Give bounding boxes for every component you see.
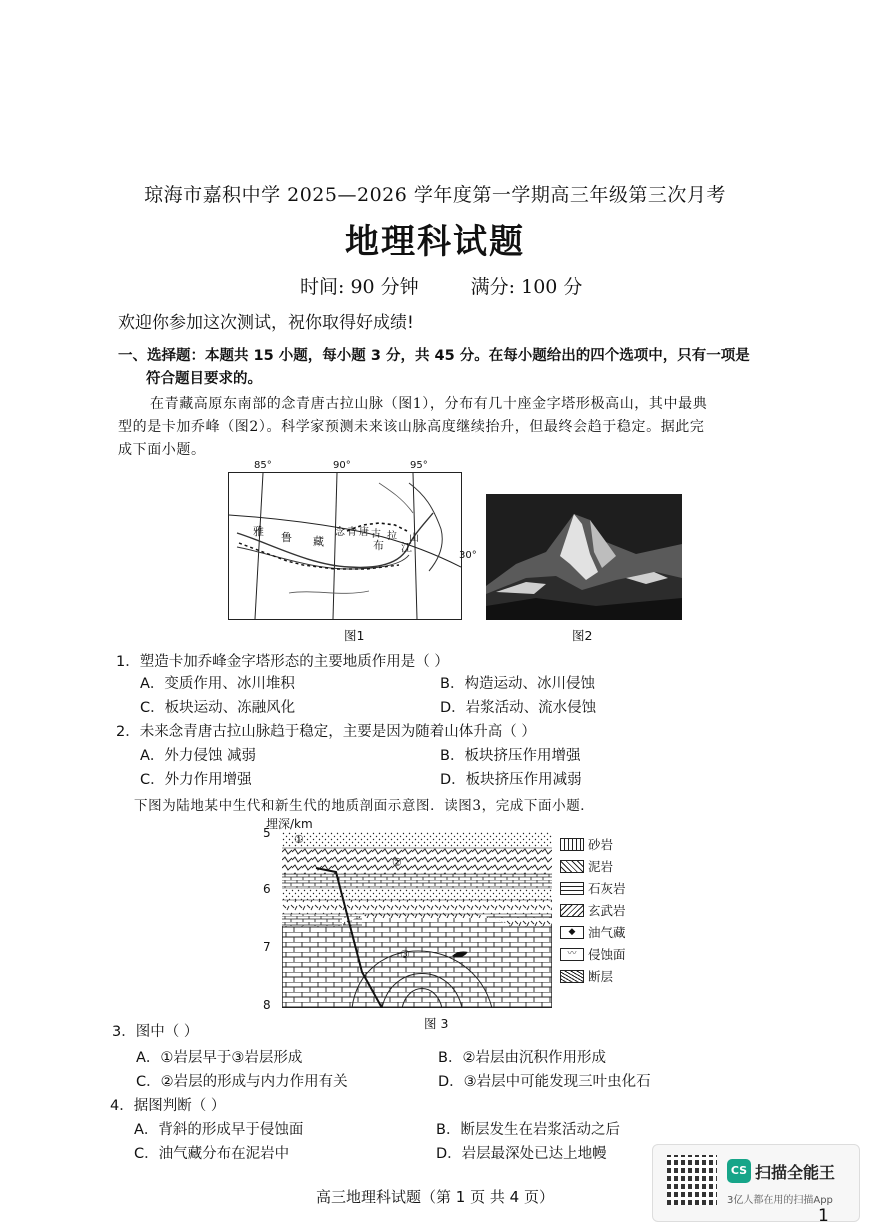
passage1-line3: 成下面小题。 [118,442,206,458]
lon-label-90: 90° [333,460,351,471]
legend-item-basalt [560,900,650,922]
meridian-85 [255,473,263,619]
range-char-3: 唐 [359,527,369,538]
q3-option-a[interactable]: A．①岩层早于③岩层形成 [136,1050,303,1066]
layer-mark-3: ③ [400,948,410,961]
range-char-6: 山 [409,533,419,544]
meridian-90 [333,473,337,619]
layer-mark-1: ① [294,833,304,846]
passage1-line2: 型的是卡加乔峰（图2）。科学家预测未来该山脉高度继续抬升，但最终会趋于稳定。据此完 [118,419,705,435]
q2-option-d[interactable]: D．板块挤压作用减弱 [440,772,582,788]
legend-label-erosion-surface: 侵蚀面 [588,947,626,962]
fig3-y-tick-6: 6 [263,882,271,896]
meridian-95 [413,473,417,619]
river-char-4: 布 [373,539,384,552]
layer-mark-2: ② [392,856,402,869]
q4-option-c[interactable]: C．油气藏分布在泥岩中 [134,1146,290,1162]
q4-stem: 4．据图判断（ ） [110,1098,226,1114]
mudstone-swatch-icon [560,860,584,873]
legend-label-sandstone: 砂岩 [588,837,614,852]
legend-label-limestone: 石灰岩 [588,881,626,896]
passage1-line1: 在青藏高原东南部的念青唐古拉山脉（图1），分布有几十座金字塔形极高山，其中最典 [150,396,708,412]
limestone-swatch-icon [560,882,584,895]
figure3-legend [560,834,650,988]
legend-item-sandstone [560,834,650,856]
legend-item-limestone [560,878,650,900]
time-label: 时间: 90 分钟 [300,276,419,298]
q4-option-a[interactable]: A．背斜的形成早于侵蚀面 [134,1122,304,1138]
legend-label-oil-gas: 油气藏 [588,925,626,940]
basalt-swatch-icon [560,904,584,917]
lon-label-95: 95° [410,460,428,471]
river-char-2: 鲁 [281,531,292,544]
page-footer: 高三地理科试题（第 1 页 共 4 页） [316,1188,554,1206]
time-score-line [300,272,582,299]
legend-item-mudstone [560,856,650,878]
river-char-1: 雅 [253,525,264,538]
section-instruction-line1: 一、选择题：本题共 15 小题，每小题 3 分，共 45 分。在每小题给出的四个选项中，只有一项是 [118,348,750,364]
river-char-5: 江 [401,541,412,554]
legend-label-mudstone: 泥岩 [588,859,614,874]
river-char-3: 藏 [313,535,324,548]
legend-item-erosion-surface [560,944,650,966]
lat-label-30: 30° [459,550,477,561]
camscanner-logo-icon: CS [727,1159,751,1183]
q4-option-b[interactable]: B．断层发生在岩浆活动之后 [436,1122,620,1138]
welcome-text: 欢迎你参加这次测试，祝你取得好成绩! [118,313,414,333]
q2-stem: 2．未来念青唐古拉山脉趋于稳定，主要是因为随着山体升高（ ） [116,724,536,740]
q4-option-d[interactable]: D．岩层最深处已达上地幔 [436,1146,607,1162]
legend-label-basalt: 玄武岩 [588,903,626,918]
profile-graphic [282,832,552,1008]
fig3-y-title: 埋深/km [266,817,313,831]
mountain-picture [486,494,682,620]
range-char-1: 念 [335,527,345,538]
subject-title: 地理科试题 [345,222,525,262]
q2-option-c[interactable]: C．外力作用增强 [140,772,252,788]
q3-option-d[interactable]: D．③岩层中可能发现三叶虫化石 [438,1074,651,1090]
figure1-caption: 图1 [344,628,365,643]
score-label: 满分: 100 分 [470,276,583,298]
map-graphic [229,473,461,619]
legend-label-fault: 断层 [588,969,614,984]
figure3-profile [282,832,552,1008]
passage2: 下图为陆地某中生代和新生代的地质剖面示意图．读图3，完成下面小题． [134,798,595,814]
legend-item-oil-gas [560,922,650,944]
page-number: 1 [818,1206,829,1226]
river-south [289,591,369,593]
figure1-map [228,472,462,620]
range-char-4: 古 [371,529,381,540]
river-north [379,483,413,513]
figure3-caption: 图 3 [424,1016,449,1031]
oil-gas-swatch-icon: ◆ [560,926,584,939]
section-instruction-line2: 符合题目要求的。 [146,371,262,387]
figure2-caption: 图2 [572,628,593,643]
range-char-2: 青 [347,527,357,538]
range-char-5: 拉 [387,531,397,542]
q3-stem: 3．图中（ ） [112,1024,199,1040]
q1-stem: 1．塑造卡加乔峰金字塔形态的主要地质作用是（ ） [116,654,449,670]
fig3-y-tick-7: 7 [263,940,271,954]
sandstone-swatch-icon [560,838,584,851]
school-title: 琼海市嘉积中学 2025—2026 学年度第一学期高三年级第三次月考 [144,184,726,206]
camscanner-brand: 扫描全能王 [755,1163,836,1182]
q1-option-c[interactable]: C．板块运动、冻融风化 [140,700,296,716]
q1-option-b[interactable]: B．构造运动、冰川侵蚀 [440,676,595,692]
qr-code-mask [667,1155,717,1205]
q3-option-b[interactable]: B．②岩层由沉积作用形成 [438,1050,606,1066]
q2-option-b[interactable]: B．板块挤压作用增强 [440,748,581,764]
fig3-y-tick-5: 5 [263,826,271,840]
camscanner-tagline: 3亿人都在用的扫描App [727,1195,833,1206]
q1-option-a[interactable]: A．变质作用、冰川堆积 [140,676,295,692]
q1-option-d[interactable]: D．岩浆活动、流水侵蚀 [440,700,597,716]
lon-label-85: 85° [254,460,272,471]
erosion-swatch-icon: 〰 [560,948,584,961]
q3-option-c[interactable]: C．②岩层的形成与内力作用有关 [136,1074,348,1090]
figure2-photo [486,494,682,620]
legend-item-fault [560,966,650,988]
fig3-y-tick-8: 8 [263,998,271,1012]
q2-option-a[interactable]: A．外力侵蚀 减弱 [140,748,257,764]
fault-swatch-icon [560,970,584,983]
